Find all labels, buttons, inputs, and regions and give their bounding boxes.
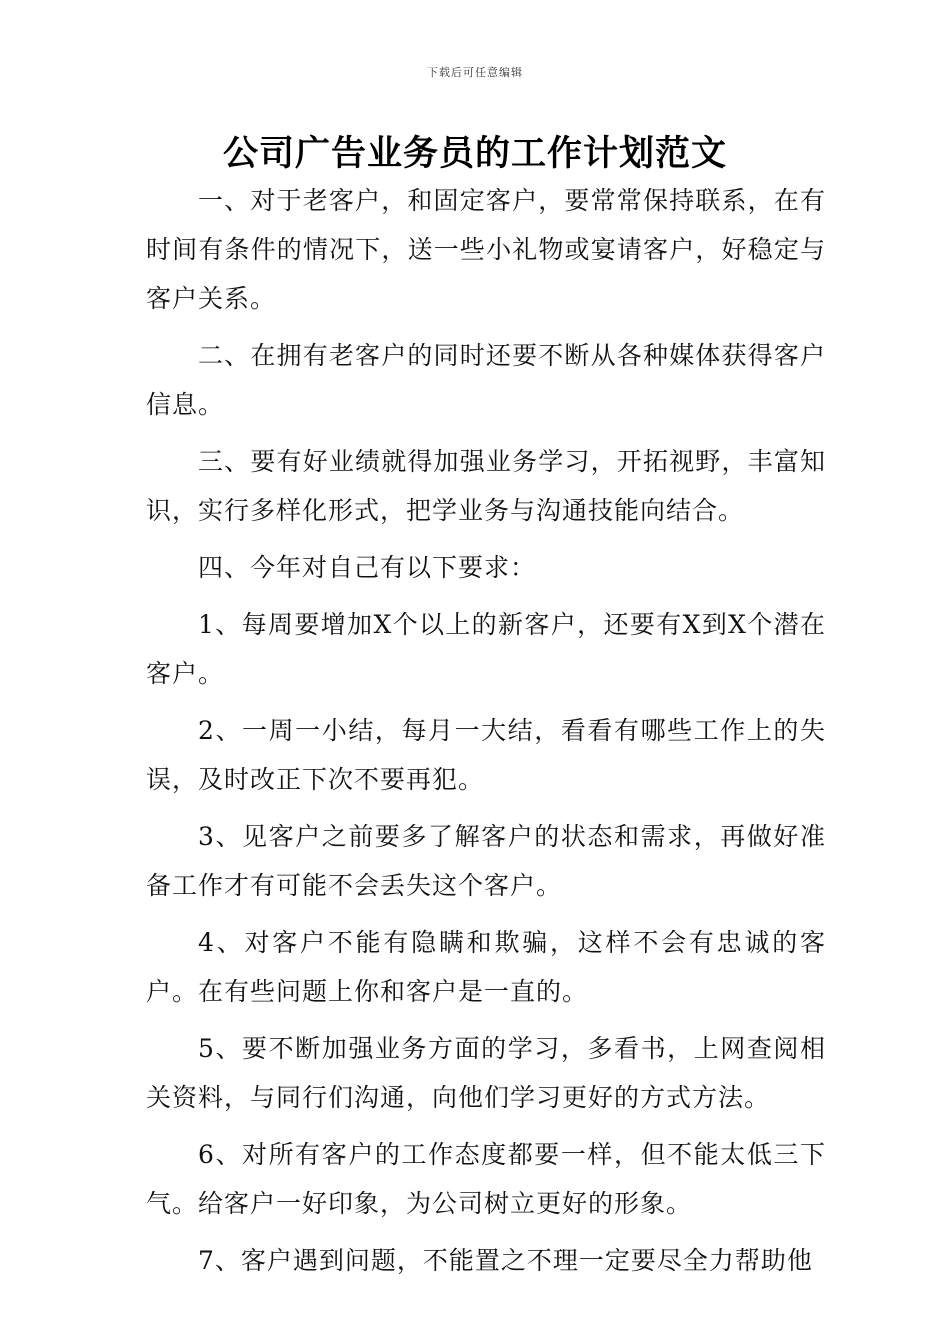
document-body (146, 176, 826, 1293)
paragraph-2: 二、在拥有老客户的同时还要不断从各种媒体获得客户信息。 (146, 341, 826, 419)
paragraph-3: 三、要有好业绩就得加强业务学习，开拓视野，丰富知识，实行多样化形式，把学业务与沟通技能向结合。 (146, 447, 826, 525)
paragraph-4: 四、今年对自己有以下要求： (198, 553, 537, 582)
paragraph-10: 6、对所有客户的工作态度都要一样，但不能太低三下气。给客户一好印象，为公司树立更好的形象。 (146, 1140, 826, 1218)
paragraph-9: 5、要不断加强业务方面的学习，多看书，上网查阅相关资料，与同行们沟通，向他们学习更好的方式方法。 (146, 1034, 826, 1112)
paragraph-11: 7、客户遇到问题，不能置之不理一定要尽全力帮助他 (198, 1246, 813, 1275)
header-note: 下载后可任意编辑 (427, 66, 523, 79)
document-title: 公司广告业务员的工作计划范文 (222, 134, 727, 174)
paragraph-6: 2、一周一小结，每月一大结，看看有哪些工作上的失误，及时改正下次不要再犯。 (146, 716, 826, 794)
paragraph-7: 3、见客户之前要多了解客户的状态和需求，再做好准备工作才有可能不会丢失这个客户。 (146, 822, 826, 900)
paragraph-5: 1、每周要增加X个以上的新客户，还要有X到X个潜在客户。 (146, 610, 826, 688)
paragraph-1: 一、对于老客户，和固定客户，要常常保持联系，在有时间有条件的情况下，送一些小礼物或宴请客户，好稳定与客户关系。 (146, 186, 826, 313)
paragraph-8: 4、对客户不能有隐瞒和欺骗，这样不会有忠诚的客户。在有些问题上你和客户是一直的。 (146, 928, 826, 1006)
